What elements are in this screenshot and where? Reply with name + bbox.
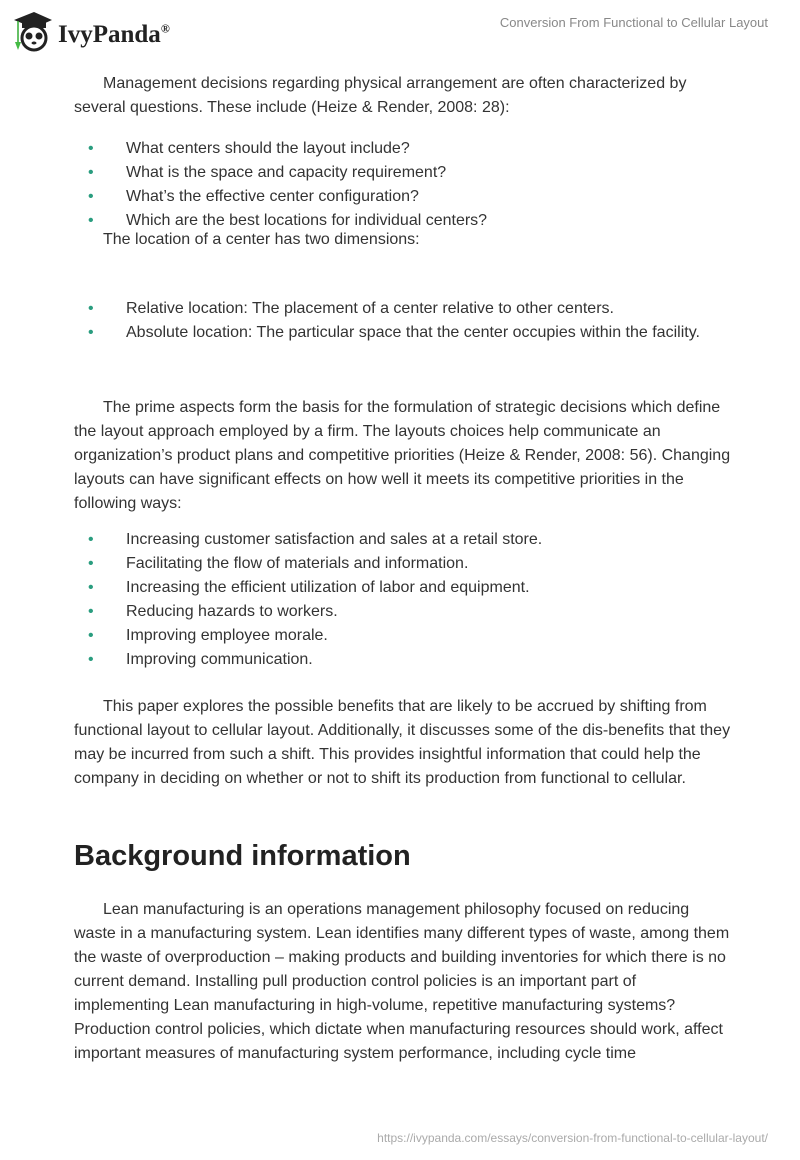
bullet-icon: • xyxy=(88,603,94,620)
bullet-icon: • xyxy=(88,627,94,644)
bullet-icon: • xyxy=(88,324,94,341)
list-item xyxy=(74,297,734,321)
list-item-text: Absolute location: The particular space that the center occupies within the facility. xyxy=(126,324,700,341)
list-item-text: Which are the best locations for individual centers? xyxy=(126,212,488,229)
list-item-text: Increasing customer satisfaction and sales at a retail store. xyxy=(126,531,543,548)
paragraph: Lean manufacturing is an operations management philosophy focused on reducing waste in a manufacturing system. Lean identifies many different types of waste, among them the waste of overproduction – making products and building inventories for which there is no current demand. Installing pull production control policies is an important part of implementing Lean manufacturing in high-volume, repetitive manufacturing systems? Production control policies, which dictate when manufacturing resources should work, affect important measures of manufacturing system performance, including cycle time xyxy=(74,901,730,1062)
bullet-icon: • xyxy=(88,579,94,596)
list-item-text: What is the space and capacity requirement? xyxy=(126,164,447,181)
list-item xyxy=(74,161,734,185)
bullet-icon: • xyxy=(88,164,94,181)
section-heading: Background information xyxy=(74,840,411,872)
list-item-text: Reducing hazards to workers. xyxy=(126,603,338,620)
paragraph: Management decisions regarding physical arrangement are often characterized by several questions. These include (Heize & Render, 2008: 28): xyxy=(74,75,687,116)
list-item xyxy=(74,600,734,624)
list-item xyxy=(74,576,734,600)
brand-name: IvyPanda® xyxy=(58,21,170,48)
paragraph: This paper explores the possible benefits that are likely to be accrued by shifting from functional layout to cellular layout. Additionally, it discusses some of the dis-benefits that they may be incurred from such a shift. This provides insightful information that could help the company in deciding on whether or not to shift its production from functional to cellular. xyxy=(74,698,731,787)
list-item xyxy=(74,552,734,576)
panda-graduate-icon xyxy=(12,8,52,52)
list-item-text: Improving employee morale. xyxy=(126,627,328,644)
location-list xyxy=(74,297,734,345)
bullet-icon: • xyxy=(88,212,94,229)
priorities-list xyxy=(74,528,734,672)
bullet-icon: • xyxy=(88,531,94,548)
bullet-icon: • xyxy=(88,300,94,317)
list-item xyxy=(74,528,734,552)
list-item xyxy=(74,137,734,161)
list-item-text: What’s the effective center configuration? xyxy=(126,188,419,205)
paragraph: The location of a center has two dimensions: xyxy=(103,231,420,248)
document-title: Conversion From Functional to Cellular Layout xyxy=(499,15,768,30)
bullet-icon: • xyxy=(88,555,94,572)
list-item-text: What centers should the layout include? xyxy=(126,140,410,157)
source-url[interactable]: https://ivypanda.com/essays/conversion-from-functional-to-cellular-layout/ xyxy=(377,1131,768,1145)
list-item-text: Increasing the efficient utilization of labor and equipment. xyxy=(126,579,530,596)
question-list xyxy=(74,137,734,233)
paragraph: The prime aspects form the basis for the formulation of strategic decisions which define the layout approach employed by a firm. The layouts choices help communicate an organization’s product plans and competitive priorities (Heize & Render, 2008: 56). Changing layouts can have significant effects on how well it meets its competitive priorities in the following ways: xyxy=(74,399,731,512)
list-item-text: Improving communication. xyxy=(126,651,313,668)
list-item xyxy=(74,321,734,345)
bullet-icon: • xyxy=(88,651,94,668)
list-item xyxy=(74,185,734,209)
bullet-icon: • xyxy=(88,188,94,205)
list-item-text: Relative location: The placement of a center relative to other centers. xyxy=(126,300,614,317)
list-item xyxy=(74,648,734,672)
list-item xyxy=(74,624,734,648)
bullet-icon: • xyxy=(88,140,94,157)
ivypanda-logo[interactable] xyxy=(12,8,170,52)
list-item-text: Facilitating the flow of materials and information. xyxy=(126,555,469,572)
